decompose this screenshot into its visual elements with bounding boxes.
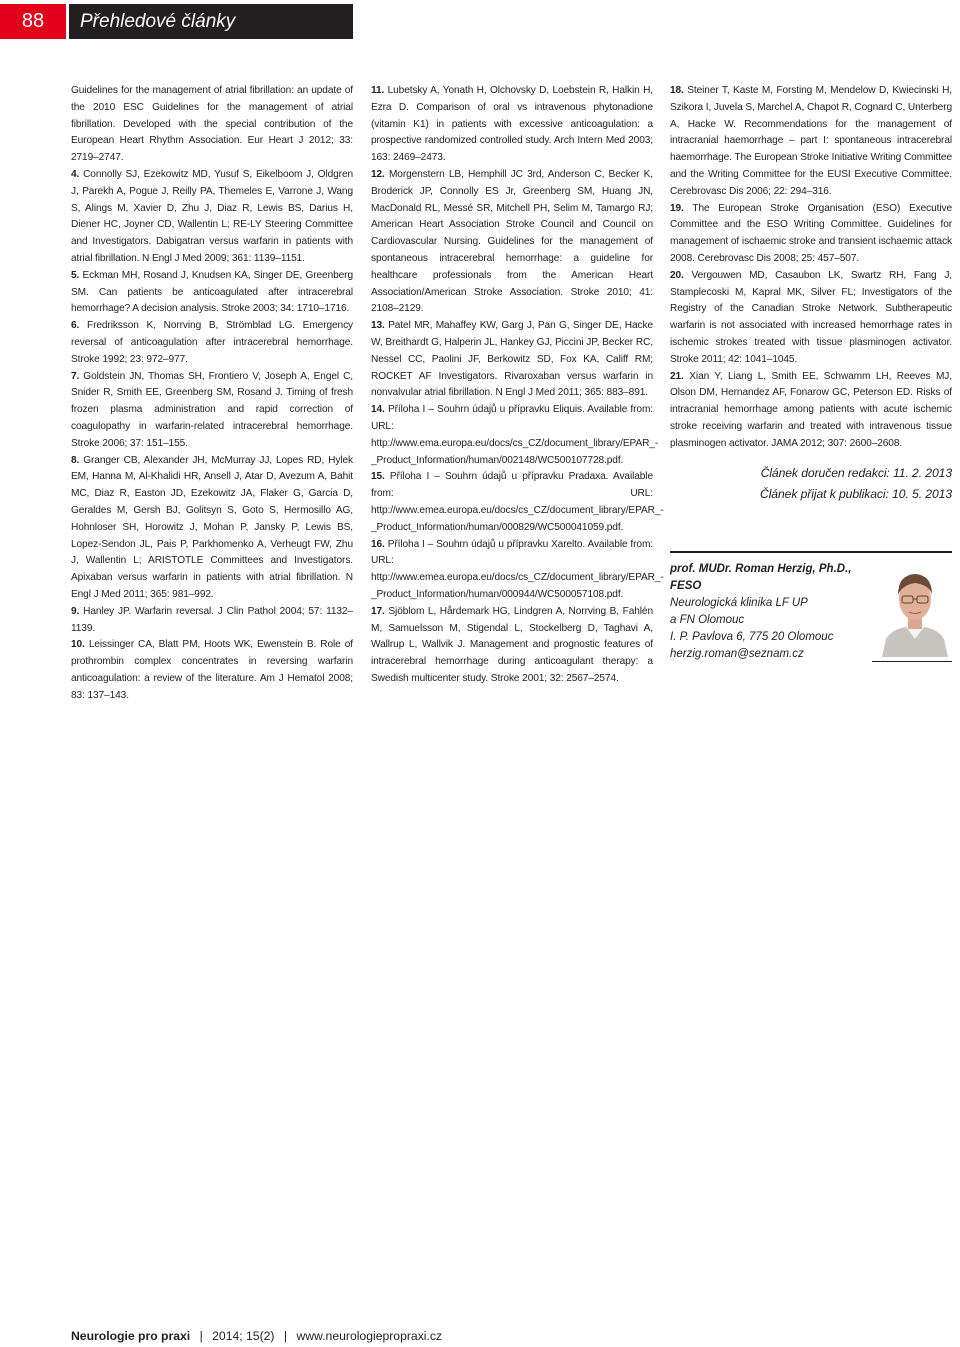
author-address: I. P. Pavlova 6, 775 20 Olomouc (670, 631, 834, 643)
author-affiliation-2: a FN Olomouc (670, 614, 745, 626)
reference-number: 18. (670, 85, 684, 96)
author-affiliation-1: Neurologická klinika LF UP (670, 597, 808, 609)
reference-number: 8. (71, 454, 80, 466)
author-block (670, 551, 952, 663)
footer-issue: 2014; 15(2) (212, 1329, 275, 1343)
reference-number: 21. (670, 370, 684, 382)
reference-item (71, 637, 353, 704)
reference-text: Guidelines for the management of atrial fibrillation: an update of the 2010 ESC Guidelines for the management of atrial fibrillation. Developed with the special contribution of the European Heart Rhythm Association. Eur Heart J 2012; 33: 2719–2747. (71, 85, 353, 164)
footer-separator: | (283, 1329, 288, 1343)
reference-text: Eckman MH, Rosand J, Knudsen KA, Singer DE, Greenberg SM. Can patients be anticoagulated after intracerebral hemorrhage? A decision analysis. Stroke 2003; 34: 1710–1716. (71, 269, 353, 315)
reference-text: Steiner T, Kaste M, Forsting M, Mendelow D, Kwiecinski H, Szikora I, Juvela S, Marchel A, Chapot R, Cognard C, Unterberg A, Hacke W. Recommendations for the management of intracranial haemorrhage – part I: spontaneous intracerebral haemorrhage. The European Stroke Initiative Writing Committee and the Writing Committee for the EUSI Executive Committee. Cerebrovasc Dis 2006; 22: 294–316. (670, 85, 952, 197)
reference-item (71, 268, 353, 318)
reference-item (371, 537, 664, 604)
reference-text: Lubetsky A, Yonath H, Olchovsky D, Loebstein R, Halkin H, Ezra D. Comparison of oral vs intravenous phytonadione (vitamin K1) in patients with excessive anticoagulation: a prospective randomized controlled study. Arch Intern Med 2003; 163: 2469–2473. (371, 85, 654, 164)
reference-number: 11. (371, 85, 385, 96)
reference-item (670, 369, 952, 453)
author-name: prof. MUDr. Roman Herzig, Ph.D., FESO (670, 563, 852, 592)
page-footer (71, 1328, 442, 1344)
accepted-date: Článek přijat k publikaci: 10. 5. 2013 (760, 486, 952, 501)
page-number: 88 (0, 4, 66, 39)
reference-item (371, 167, 653, 318)
footer-website[interactable]: www.neurologiepropraxi.cz (296, 1329, 443, 1343)
reference-item (371, 318, 653, 402)
reference-text: Fredriksson K, Norrving B, Strömblad LG. Emergency reversal of anticoagulation after intracerebral hemorrhage. Stroke 1992; 23: 972–977. (71, 320, 353, 365)
received-date: Článek doručen redakci: 11. 2. 2013 (760, 465, 952, 480)
reference-item (71, 369, 353, 453)
page-header (0, 4, 353, 39)
reference-item (71, 453, 353, 604)
reference-text: Příloha I – Souhrn údajů u přípravku Eliquis. Available from: URL: http://www.ema.europa.eu/docs/cs_CZ/document_library/EPAR_-_Product_Information/human/002148/WC500107728.pdf. (371, 404, 659, 466)
reference-text: Granger CB, Alexander JH, McMurray JJ, Lopes RD, Hylek EM, Hanna M, Al-Khalidi HR, Ansell J, Atar D, Avezum A, Bahit MC, Diaz R, Easton JD, Ezekowitz JA, Flaker G, Garcia D, Geraldes M, Gersh BJ, Golitsyn S, Goto S, Hermosillo AG, Hohnloser SH, Horowitz J, Mohan P, Jansky P, Lewis BS, Lopez-Sendon JL, Pais P, Parkhomenko A, Verheugt FW, Zhu J, Wallentin L; ARISTOTLE Committees and Investigators. Apixaban versus warfarin in patients with atrial fibrillation. N Engl J Med 2011; 365: 981–992. (71, 454, 353, 600)
reference-item (371, 402, 659, 469)
author-info (670, 561, 870, 663)
reference-text: Příloha I – Souhrn údajů u přípravku Xarelto. Available from: URL: http://www.emea.europa.eu/docs/cs_CZ/document_library/EPAR_-_Product_Information/human/000944/WC500057108.pdf. (371, 538, 664, 600)
references-column-2 (371, 83, 664, 688)
reference-text: Patel MR, Mahaffey KW, Garg J, Pan G, Singer DE, Hacke W, Breithardt G, Halperin JL, Hankey GJ, Piccini JP, Becker RC, Nessel CC, Paolini JF, Berkowitz SD, Fox KA, Califf RM; ROCKET AF Investigators. Rivaroxaban versus warfarin in nonvalvular atrial fibrillation. N Engl J Med 2011; 365: 883–891. (371, 320, 653, 399)
reference-item (71, 604, 353, 638)
author-bottom-rule (872, 661, 952, 662)
article-dates (670, 463, 952, 505)
reference-text: Vergouwen MD, Casaubon LK, Swartz RH, Fang J, Stamplecoski M, Kapral MK, Silver FL; Investigators of the Registry of the Canadian Stroke Network. Subtherapeutic warfarin is not associated with increased hemorrhage rates in ischemic strokes treated with tissue plasminogen activator. Stroke 2011; 42: 1041–1045. (670, 269, 952, 365)
reference-number: 16. (371, 538, 385, 550)
reference-number: 4. (71, 168, 80, 180)
reference-text: The European Stroke Organisation (ESO) Executive Committee and the ESO Writing Committee. Guidelines for management of ischaemic stroke and transient ischaemic attack 2008. Cerebrovasc Dis 2008; 25: 457–507. (670, 202, 952, 264)
reference-number: 10. (71, 639, 85, 651)
reference-item (670, 83, 952, 201)
references-column-3 (670, 83, 952, 505)
references-column-1 (71, 83, 353, 704)
reference-item (371, 83, 653, 167)
reference-text: Goldstein JN, Thomas SH, Frontiero V, Joseph A, Engel C, Snider R, Smith EE, Greenberg SM, Rosand J. Timing of fresh frozen plasma administration and rapid correction of coagulopathy in warfarin-related intracerebral hemorrhage. Stroke 2006; 37: 151–155. (71, 370, 353, 449)
reference-number: 9. (71, 605, 80, 617)
reference-item (71, 167, 353, 268)
reference-number: 15. (371, 471, 385, 483)
footer-journal: Neurologie pro praxi (71, 1329, 191, 1343)
reference-item (71, 318, 353, 368)
reference-item (371, 469, 664, 536)
author-email: herzig.roman@seznam.cz (670, 648, 804, 660)
reference-number: 17. (371, 605, 385, 617)
reference-number: 12. (371, 168, 385, 180)
reference-text: Sjöblom L, Hårdemark HG, Lindgren A, Norrving B, Fahlén M, Samuelsson M, Stigendal L, Stockelberg D, Taghavi A, Wallrup L, Wallvik J. Management and prognostic features of intracerebral hemorrhage during anticoagulant therapy: a Swedish multicenter study. Stroke 2001; 32: 2567–2574. (371, 605, 653, 684)
author-divider (670, 551, 952, 553)
footer-separator: | (199, 1329, 203, 1343)
reference-item (71, 83, 353, 167)
reference-item (670, 268, 952, 369)
reference-text: Connolly SJ, Ezekowitz MD, Yusuf S, Eikelboom J, Oldgren J, Parekh A, Pogue J, Reilly PA, Themeles E, Varrone J, Wang S, Alings M, Xavier D, Zhu J, Diaz R, Lewis BS, Darius H, Diener HC, Joyner CD, Wallentin L; RE-LY Steering Committee and Investigators. Dabigatran versus warfarin in patients with atrial fibrillation. N Engl J Med 2009; 361: 1139–1151. (71, 168, 354, 264)
reference-number: 14. (371, 404, 385, 416)
reference-number: 20. (670, 269, 684, 281)
reference-number: 7. (71, 370, 80, 382)
reference-number: 19. (670, 202, 684, 214)
reference-text: Leissinger CA, Blatt PM, Hoots WK, Ewenstein B. Role of prothrombin complex concentrates in reversing warfarin anticoagulation: a review of the literature. Am J Hematol 2008; 83: 137–143. (71, 639, 353, 701)
reference-number: 5. (71, 269, 80, 281)
reference-text: Xian Y, Liang L, Smith EE, Schwamm LH, Reeves MJ, Olson DM, Hernandez AF, Fonarow GC, Peterson ED. Risks of intracranial hemorrhage among patients with acute ischemic stroke receiving warfarin and treated with intravenous tissue plasminogen activator. JAMA 2012; 307: 2600–2608. (670, 370, 952, 449)
reference-number: 13. (371, 320, 385, 332)
section-title: Přehledové články (69, 4, 353, 39)
reference-text: Hanley JP. Warfarin reversal. J Clin Pathol 2004; 57: 1132–1139. (71, 605, 353, 634)
author-photo (878, 559, 952, 657)
reference-text: Příloha I – Souhrn údajů u přípravku Pradaxa. Available from: URL: http://www.emea.europa.eu/docs/cs_CZ/document_library/EPAR_-_Product_Information/human/000829/WC500041059.pdf. (371, 471, 664, 533)
reference-text: Morgenstern LB, Hemphill JC 3rd, Anderson C, Becker K, Broderick JP, Connolly ES Jr, Greenberg SM, Huang JN, MacDonald RL, Messé SR, Mitchell PH, Selim M, Tamargo RJ; American Heart Association Stroke Council and Council on Cardiovascular Nursing. Guidelines for the management of spontaneous intracerebral hemorrhage: a guideline for healthcare professionals from the American Heart Association/American Stroke Association. Stroke 2010; 41: 2108–2129. (371, 168, 654, 315)
reference-number: 6. (71, 320, 80, 332)
reference-item (371, 604, 653, 688)
reference-item (670, 201, 952, 268)
